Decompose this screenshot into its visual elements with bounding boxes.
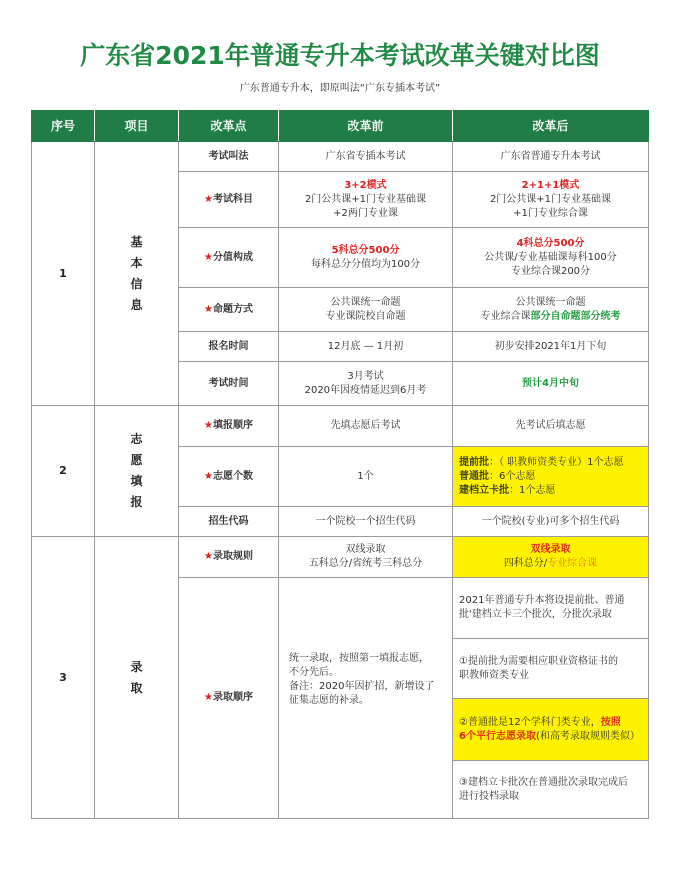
after-wish-count: 提前批：（ 职教师资类专业）1个志愿 普通批：6个志愿 建档立卡批：1个志愿 (453, 447, 649, 507)
before-proposition: 公共课统一命题 专业课院校自命题 (279, 288, 453, 332)
after-subjects: 2+1+1模式 2门公共课+1门专业基础课 +1门专业综合课 (453, 172, 649, 228)
after-rule: 双线录取 四科总分/专业综合课 (453, 537, 649, 578)
section-3-name: 录 取 (95, 537, 179, 819)
after-exam-name: 广东省普通专升本考试 (453, 142, 649, 172)
page-title: 广东省2021年普通专升本考试改革关键对比图 (80, 41, 600, 70)
after-fill-order: 先考试后填志愿 (453, 406, 649, 447)
section-2-number: 2 (32, 406, 95, 537)
point-scores: ★分值构成 (179, 228, 279, 288)
section-2-name: 志 愿 填 报 (95, 406, 179, 537)
point-code: 招生代码 (179, 507, 279, 537)
after-exam-time: 预计4月中旬 (453, 362, 649, 406)
point-exam-name: 考试叫法 (179, 142, 279, 172)
table-row (32, 142, 649, 172)
comparison-table (31, 110, 649, 819)
before-exam-time: 3月考试 2020年因疫情延迟到6月考 (279, 362, 453, 406)
before-exam-name: 广东省专插本考试 (279, 142, 453, 172)
point-order: ★录取顺序 (179, 578, 279, 819)
table-row (32, 406, 649, 447)
section-3-number: 3 (32, 537, 95, 819)
after-scores: 4科总分500分 公共课/专业基础课每科100分 专业综合课200分 (453, 228, 649, 288)
after-signup: 初步安排2021年1月下旬 (453, 332, 649, 362)
point-proposition: ★命题方式 (179, 288, 279, 332)
header-no: 序号 (32, 111, 95, 142)
table-row (32, 537, 649, 578)
before-signup: 12月底 — 1月初 (279, 332, 453, 362)
point-signup: 报名时间 (179, 332, 279, 362)
section-1-name: 基 本 信 息 (95, 142, 179, 406)
before-wish-count: 1个 (279, 447, 453, 507)
point-fill-order: ★填报顺序 (179, 406, 279, 447)
before-subjects: 3+2模式 2门公共课+1门专业基础课 +2两门专业课 (279, 172, 453, 228)
after-proposition: 公共课统一命题 专业综合课部分自命题部分统考 (453, 288, 649, 332)
point-rule: ★录取规则 (179, 537, 279, 578)
page-subtitle: 广东普通专升本，即原叫法“广东专插本考试” (239, 83, 441, 94)
before-rule: 双线录取 五科总分/省统考三科总分 (279, 537, 453, 578)
before-code: 一个院校一个招生代码 (279, 507, 453, 537)
point-exam-time: 考试时间 (179, 362, 279, 406)
after-order-part-1: 2021年普通专升本将设提前批、普通 批'建档立卡三个批次，分批次录取 (453, 578, 649, 639)
header-before: 改革前 (279, 111, 453, 142)
table-header-row (32, 111, 649, 142)
point-subjects: ★考试科目 (179, 172, 279, 228)
after-order-part-2: ①提前批为需要相应职业资格证书的 职教师资类专业 (453, 639, 649, 699)
before-order: 统一录取，按照第一填报志愿， 不分先后。 备注：2020年因扩招，新增设了 征集志愿的补录。 (279, 578, 453, 819)
header-after: 改革后 (453, 111, 649, 142)
section-1-number: 1 (32, 142, 95, 406)
header-item: 项目 (95, 111, 179, 142)
after-code: 一个院校(专业)可多个招生代码 (453, 507, 649, 537)
before-scores: 5科总分500分 每科总分分值均为100分 (279, 228, 453, 288)
point-wish-count: ★志愿个数 (179, 447, 279, 507)
before-fill-order: 先填志愿后考试 (279, 406, 453, 447)
after-order-part-3: ②普通批是12个学科门类专业，按照 6个平行志愿录取(和高考录取规则类似） (453, 699, 649, 761)
after-order-part-4: ③建档立卡批次在普通批次录取完成后 进行投档录取 (453, 761, 649, 819)
header-point: 改革点 (179, 111, 279, 142)
